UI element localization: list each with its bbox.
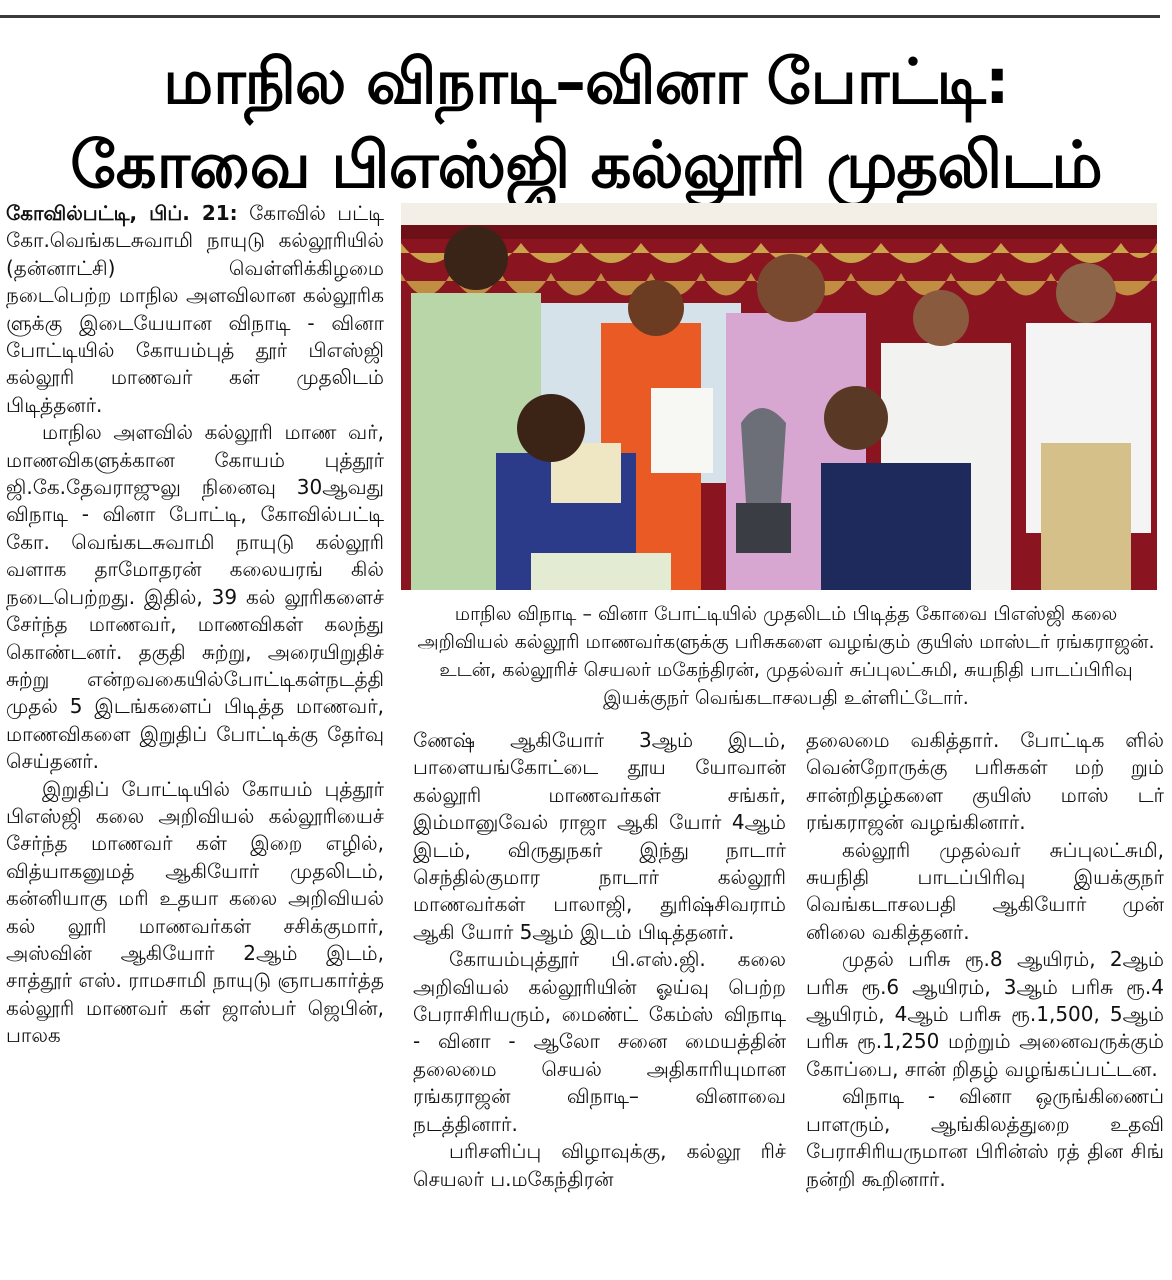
paragraph-text: கோவில் பட்டி கோ.வெங்கடசுவாமி நாயுடு கல்லூரியில் (தன்னாட்சி) வெள்ளிக்கிழமை நடைபெற்ற மாநில அளவிலான கல்லூரிக ளுக்கு இடையேயான விநாடி - வினா போட்டியில் கோயம்புத் தூர் பிஎஸ்ஜி கல்லூரி மாணவர் கள் முதலிடம் பிடித்தனர். — [6, 201, 385, 417]
article-paragraph — [6, 200, 384, 419]
article-paragraph: பரிசளிப்பு விழாவுக்கு, கல்லூ ரிச் செயலர் ப.மகேந்திரன் — [413, 1139, 786, 1191]
dateline: கோவில்பட்டி, பிப். 21: — [6, 201, 238, 225]
photo-illustration — [401, 203, 1157, 590]
photo-caption: மாநில விநாடி – வினா போட்டியில் முதலிடம் பிடித்த கோவை பிஎஸ்ஜி கலை அறிவியல் கல்லூரி மாணவர்களுக்கு பரிசுகளை வழங்கும் குயிஸ் மாஸ்டர் ரங்கராஜன். உடன், கல்லூரிச் செயலர் மகேந்திரன், முதல்வர் சுப்புலட்சுமி, சுயநிதி பாடப்பிரிவு இயக்குநர் வெங்கடாசலபதி உள்ளிட்டோர். — [417, 603, 1155, 709]
article-paragraph: தலைமை வகித்தார். போட்டிக ளில் வென்றோருக்கு பரிசுகள் மற் றும் சான்றிதழ்களை குயிஸ் மாஸ் டர் ரங்கராஜன் வழங்கினார். — [806, 728, 1164, 835]
headline-line-2: கோவை பிஎஸ்ஜி கல்லூரி முதலிடம் — [70, 129, 1102, 203]
article-paragraph: விநாடி - வினா ஒருங்கிணைப் பாளரும், ஆங்கிலத்துறை உதவி பேராசிரியருமான பிரின்ஸ் ரத் தின சிங் நன்றி கூறினார். — [806, 1084, 1164, 1191]
top-rule — [0, 15, 1160, 18]
article-paragraph: இறுதிப் போட்டியில் கோயம் புத்தூர் பிஎஸ்ஜி கலை அறிவியல் கல்லூரியைச் சேர்ந்த மாணவர் கள் இறை எழில், வித்யாகனுமத் ஆகியோர் முதலிடம், கன்னியாகு மரி உதயா கலை அறிவியல் கல் லூரி மாணவர்கள் சசிக்குமார், அஸ்வின் ஆகியோர் 2ஆம் இடம், சாத்தூர் எஸ். ராமசாமி நாயுடு ஞாபகார்த்த கல்லூரி மாணவர் கள் ஜாஸ்பர் ஜெபின், பாலக — [6, 776, 384, 1048]
article-column-3 — [806, 727, 1164, 1193]
headline-line-1: மாநில விநாடி–வினா போட்டி: — [163, 45, 1009, 118]
news-photo — [401, 203, 1157, 590]
headline — [0, 40, 1172, 208]
article-column-1 — [6, 200, 384, 1050]
article-paragraph: முதல் பரிசு ரூ.8 ஆயிரம், 2ஆம் பரிசு ரூ.6 ஆயிரம், 3ஆம் பரிசு ரூ.4 ஆயிரம், 4ஆம் பரிசு ரூ.1,500, 5ஆம் பரிசு ரூ.1,250 மற்றும் அனைவருக்கும் கோப்பை, சான் றிதழ் வழங்கப்பட்டன. — [806, 947, 1164, 1081]
article-paragraph: ணேஷ் ஆகியோர் 3ஆம் இடம், பாளையங்கோட்டை தூய யோவான் கல்லூரி மாணவர்கள் சங்கர், இம்மானுவேல் ராஜா ஆகி யோர் 4ஆம் இடம், விருதுநகர் இந்து நாடார் செந்தில்குமார நாடார் கல்லூரி மாணவர்கள் பாலாஜி, துரிஷ்சிவராம் ஆகி யோர் 5ஆம் இடம் பிடித்தனர். — [413, 728, 786, 944]
article-paragraph: கோயம்புத்தூர் பி.எஸ்.ஜி. கலை அறிவியல் கல்லூரியின் ஓய்வு பெற்ற பேராசிரியரும், மைண்ட் கேம்ஸ் விநாடி - வினா - ஆலோ சனை மையத்தின் தலைமை செயல் அதிகாரியுமான ரங்கராஜன் விநாடி– வினாவை நடத்தினார். — [413, 947, 786, 1136]
article-paragraph: கல்லூரி முதல்வர் சுப்புலட்சுமி, சுயநிதி பாடப்பிரிவு இயக்குநர் வெங்கடாசலபதி ஆகியோர் முன் னிலை வகித்தனர். — [806, 837, 1164, 944]
article-paragraph: மாநில அளவில் கல்லூரி மாண வர், மாணவிகளுக்கான கோயம் புத்தூர் ஜி.கே.தேவராஜுலு நினைவு 30ஆவது விநாடி - வினா போட்டி, கோவில்பட்டி கோ. வெங்கடசுவாமி நாயுடு கல்லூரி வளாக தாமோதரன் கலையரங் கில் நடைபெற்றது. இதில், 39 கல் லூரிகளைச் சேர்ந்த மாணவர், மாணவிகள் கலந்து கொண்டனர். தகுதி சுற்று, அரையிறுதிச் சுற்று என்றவகையில்போட்டிகள்நடத்தி முதல் 5 இடங்களைப் பிடித்த மாணவர், மாணவிகளை இறுதிப் போட்டிக்கு தேர்வு செய்தனர். — [6, 420, 384, 774]
article-column-2 — [413, 727, 786, 1193]
